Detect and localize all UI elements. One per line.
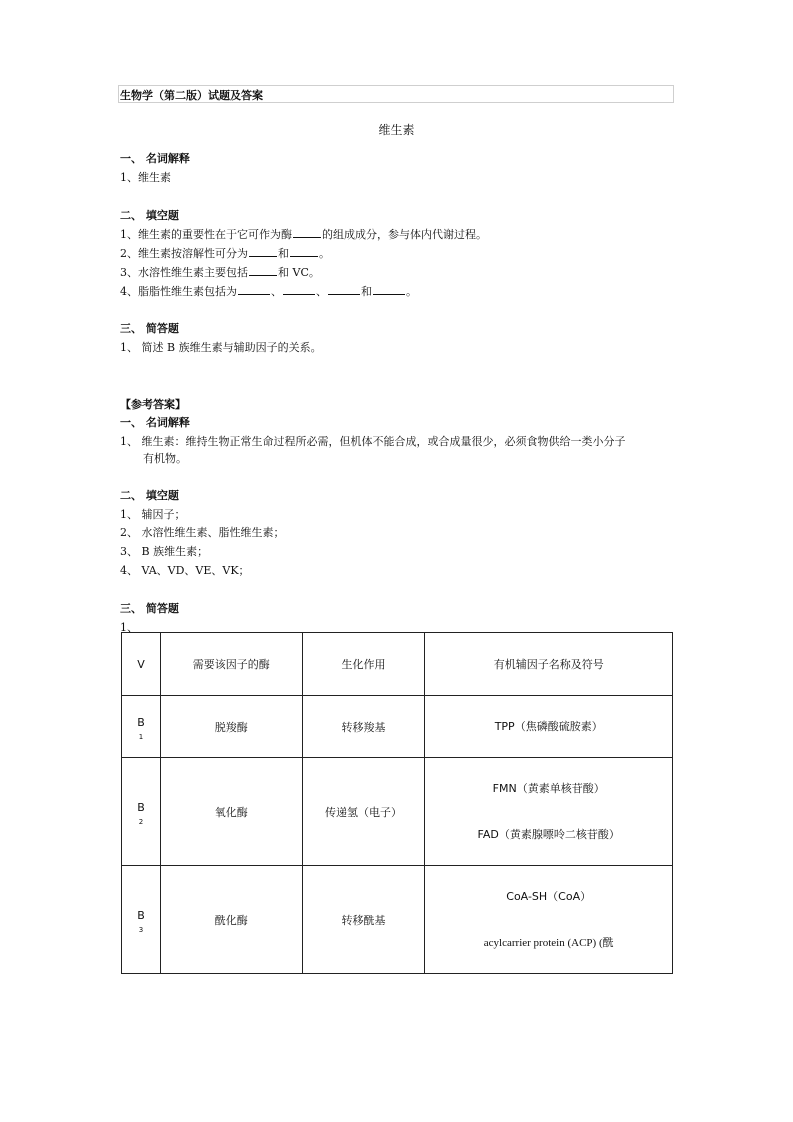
question-text: 的组成成分，参与体内代谢过程。: [322, 228, 487, 241]
vitamin-cell: [122, 866, 161, 974]
cofactor-line: FMN（黄素单核苷酸）: [492, 781, 605, 795]
answer-fill-3: 3、 B 族维生素；: [120, 545, 209, 558]
table-row: [122, 866, 673, 974]
table-row: [122, 758, 673, 866]
function-cell: 转移羧基: [302, 696, 425, 758]
answer-heading-definitions: 一、 名词解释: [120, 416, 190, 429]
cofactor-cell: [425, 696, 673, 758]
question-text: 。: [406, 285, 417, 298]
section-heading-short-answer: 三、 简答题: [120, 322, 179, 335]
answer-blank: [283, 285, 315, 295]
answer-table: [121, 632, 673, 974]
vitamin-cell: [122, 696, 161, 758]
question-text: 。: [319, 247, 330, 260]
cofactor-line: CoA-SH（CoA）: [506, 889, 592, 903]
cofactor-line: TPP（焦磷酸硫胺素）: [494, 719, 603, 733]
enzyme-cell: 脱羧酶: [160, 696, 302, 758]
question-text: 、: [316, 285, 327, 298]
answer-short-1: 1、: [120, 621, 138, 634]
answer-blank: [328, 285, 360, 295]
answer-fill-1: 1、 辅因子；: [120, 508, 186, 521]
question-fill-2: [120, 245, 330, 261]
answer-definition-1-line1: 1、 维生素：维持生物正常生命过程所必需，但机体不能合成，或合成量很少，必须食物供给一类小分子: [120, 435, 626, 448]
question-fill-3: [120, 264, 320, 280]
section-heading-fill-blank: 二、 填空题: [120, 209, 179, 222]
vitamin-cell: [122, 758, 161, 866]
table-row: [122, 696, 673, 758]
answer-fill-2: 2、 水溶性维生素、脂性维生素；: [120, 526, 285, 539]
vitamin-letter: B: [137, 801, 145, 814]
question-text: 和 VC。: [278, 266, 320, 279]
vitamin-subscript: 1: [138, 733, 144, 741]
question-fill-1: [120, 226, 487, 242]
question-text: 和: [278, 247, 289, 260]
question-text: 3、水溶性维生素主要包括: [120, 266, 248, 279]
cofactor-cell: [425, 866, 673, 974]
question-text: 4、脂脂性维生素包括为: [120, 285, 237, 298]
answer-blank: [238, 285, 270, 295]
question-text: 2、维生素按溶解性可分为: [120, 247, 248, 260]
question-text: 1、维生素的重要性在于它可作为酶: [120, 228, 292, 241]
function-cell: 传递氢（电子）: [302, 758, 425, 866]
answer-heading-short-answer: 三、 简答题: [120, 602, 179, 615]
answer-fill-4: 4、 VA、VD、VE、VK；: [120, 564, 250, 577]
question-fill-4: [120, 283, 417, 299]
function-cell: 转移酰基: [302, 866, 425, 974]
question-definition-1: 1、维生素: [120, 171, 171, 184]
table-header-row: [122, 633, 673, 696]
cofactor-spacer: [425, 905, 672, 935]
answer-definition-1-line2: 有机物。: [143, 452, 187, 465]
answer-blank: [373, 285, 405, 295]
enzyme-cell: 酰化酶: [160, 866, 302, 974]
table-header-cell: V: [122, 633, 161, 696]
cofactor-line: acylcarrier protein (ACP) (酰: [483, 936, 614, 949]
header-title: 生物学（第二版）试题及答案: [120, 89, 263, 102]
vitamin-subscript: 3: [138, 926, 144, 934]
answer-blank: [249, 266, 277, 276]
question-text: 、: [271, 285, 282, 298]
cofactor-spacer: [425, 797, 672, 827]
answer-blank: [249, 247, 277, 257]
cofactor-cell: [425, 758, 673, 866]
table-header-cell: 生化作用: [302, 633, 425, 696]
document-title: 维生素: [378, 123, 415, 137]
answer-blank: [290, 247, 318, 257]
vitamin-subscript: 2: [138, 818, 144, 826]
enzyme-cell: 氧化酶: [160, 758, 302, 866]
vitamin-letter: B: [137, 716, 145, 729]
cofactor-line: FAD（黄素腺嘌呤二核苷酸）: [477, 827, 620, 841]
question-short-1: 1、 简述 B 族维生素与辅助因子的关系。: [120, 341, 322, 354]
section-heading-definitions: 一、 名词解释: [120, 152, 190, 165]
table-header-cell: 有机辅因子名称及符号: [425, 633, 673, 696]
table-header-cell: 需要该因子的酶: [160, 633, 302, 696]
vitamin-letter: B: [137, 909, 145, 922]
answers-title: 【参考答案】: [120, 398, 186, 411]
answer-blank: [293, 228, 321, 238]
question-text: 和: [361, 285, 372, 298]
answer-heading-fill-blank: 二、 填空题: [120, 489, 179, 502]
